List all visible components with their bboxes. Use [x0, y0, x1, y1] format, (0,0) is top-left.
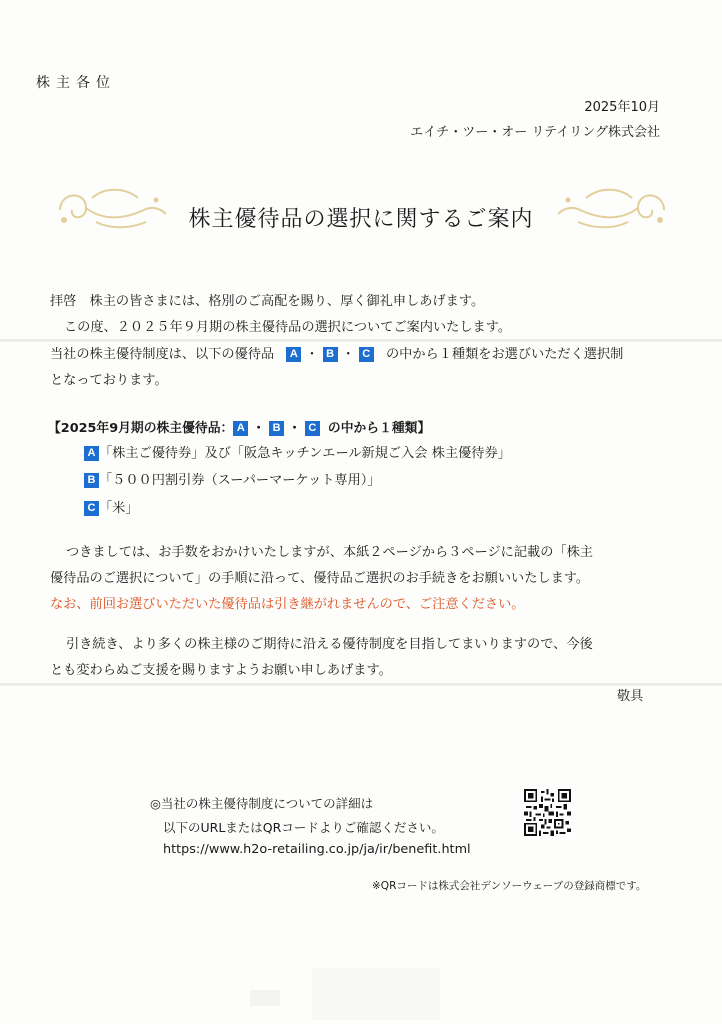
badge-a: A: [233, 421, 248, 436]
options-header: 【2025年9月期の株主優待品： A ・ B ・ C の中から１種類】: [48, 421, 431, 436]
details-url-link[interactable]: https://www.h2o-retailing.co.jp/ja/ir/benefit.html: [163, 842, 471, 857]
qr-code-icon[interactable]: [524, 789, 571, 836]
addressee: 株主各位: [36, 75, 116, 91]
warning-line: なお、前回お選びいただいた優待品は引き継がれませんので、ご注意ください。: [50, 597, 525, 612]
details-line-2: 以下のURLまたはQRコードよりご確認ください。: [163, 820, 444, 835]
bleed-mark: [250, 990, 280, 1006]
badge-a: A: [286, 347, 301, 362]
page-title: 株主優待品の選択に関するご案内: [188, 207, 534, 232]
fold-seam: [0, 683, 722, 686]
badge-b: B: [84, 473, 99, 488]
system-line-end: となっております。: [50, 373, 168, 388]
closing-line-1: 引き続き、より多くの株主様のご期待に沿える優待制度を目指してまいりますので、今後: [66, 637, 593, 652]
trademark-note: ※QRコードは株式会社デンソーウェーブの登録商標です。: [372, 880, 647, 892]
instructions-line-2: 優待品のご選択について」の手順に沿って、優待品ご選択のお手続きをお願いいたします。: [50, 571, 590, 586]
option-a: A 「株主ご優待券」及び「阪急キッチンエール新規ご入会 株主優待券」: [84, 442, 511, 461]
badge-b: B: [323, 347, 338, 362]
issue-date: 2025年10月: [584, 100, 660, 115]
closing-signature: 敬具: [617, 689, 644, 704]
greeting-line: 拝啓 株主の皆さまには、格別のご高配を賜り、厚く御礼申しあげます。: [50, 294, 485, 309]
bleed-mark: [312, 968, 440, 1020]
instructions-line-1: つきましては、お手数をおかけいたしますが、本紙２ページから３ページに記載の「株主: [66, 545, 593, 560]
badge-a: A: [84, 446, 99, 461]
closing-line-2: とも変わらぬご支援を賜りますようお願い申しあげます。: [50, 663, 392, 678]
badge-c: C: [84, 501, 99, 516]
option-b: B 「５００円割引券（スーパーマーケット専用）」: [84, 469, 381, 488]
badge-c: C: [305, 421, 320, 436]
system-line: 当社の株主優待制度は、以下の優待品 A ・ B ・ C の中から１種類をお選びいただく選択制: [50, 347, 624, 362]
badge-c: C: [359, 347, 374, 362]
company-name: エイチ・ツー・オー リテイリング株式会社: [410, 125, 660, 140]
badge-b: B: [269, 421, 284, 436]
option-c: C 「米」: [84, 497, 139, 516]
intro-line: この度、２０２５年９月期の株主優待品の選択についてご案内いたします。: [64, 320, 512, 335]
details-line-1: ◎当社の株主優待制度についての詳細は: [150, 796, 374, 811]
